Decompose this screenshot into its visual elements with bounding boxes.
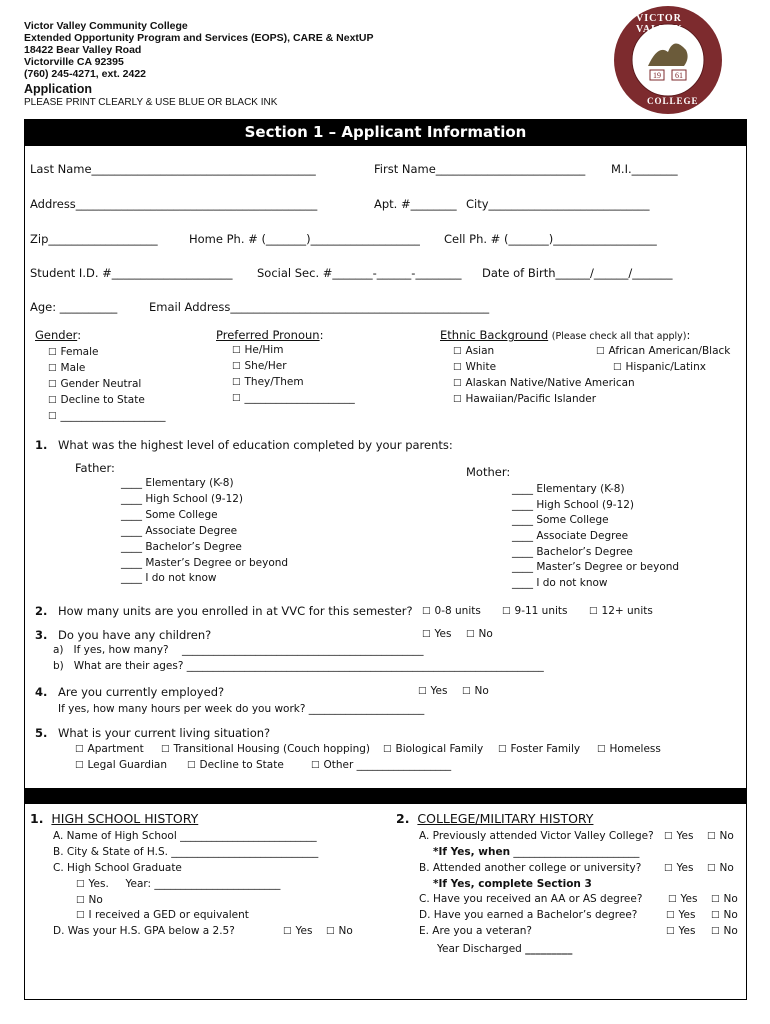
- gender-option-neutral[interactable]: □ Gender Neutral: [48, 378, 141, 390]
- mother-level-elementary[interactable]: ____ Elementary (K-8): [512, 483, 625, 495]
- living-biological-family[interactable]: □ Biological Family: [383, 743, 483, 755]
- veteran-yes[interactable]: □ Yes: [666, 925, 695, 937]
- ethnic-option-hispanic[interactable]: □ Hispanic/Latinx: [613, 361, 706, 373]
- section2-header-bar: [24, 788, 747, 804]
- children-yes[interactable]: □ Yes: [422, 628, 451, 640]
- college-aa-question: C. Have you received an AA or AS degree?: [419, 893, 643, 905]
- college-other-no[interactable]: □ No: [707, 862, 734, 874]
- living-decline[interactable]: □ Decline to State: [187, 759, 284, 771]
- mother-level-high-school[interactable]: ____ High School (9-12): [512, 499, 635, 511]
- pronoun-label: Preferred Pronoun:: [216, 328, 324, 342]
- father-level-elementary[interactable]: ____ Elementary (K-8): [121, 477, 234, 489]
- phone-number: (760) 245-4271, ext. 2422: [24, 68, 147, 80]
- father-level-bachelor[interactable]: ____ Bachelor’s Degree: [121, 541, 242, 553]
- hs-gpa-no[interactable]: □ No: [326, 925, 353, 937]
- frame-bottom-border: [24, 999, 747, 1000]
- college-seal-logo: [614, 6, 722, 114]
- home-phone-field[interactable]: Home Ph. # (_______)___________________: [189, 232, 420, 246]
- hs-ged[interactable]: □ I received a GED or equivalent: [76, 909, 249, 921]
- q2-text: How many units are you enrolled in at VVC for this semester?: [58, 604, 413, 618]
- college-other-yes[interactable]: □ Yes: [664, 862, 693, 874]
- college-bachelor-no[interactable]: □ No: [711, 909, 738, 921]
- mother-level-associate[interactable]: ____ Associate Degree: [512, 530, 629, 542]
- gender-option-male[interactable]: □ Male: [48, 362, 85, 374]
- units-option-0-8[interactable]: □ 0-8 units: [422, 605, 481, 617]
- veteran-question: E. Are you a veteran?: [419, 925, 533, 937]
- pronoun-option-he[interactable]: □ He/Him: [232, 344, 283, 356]
- pronoun-option-other[interactable]: □ _____________________: [232, 392, 355, 404]
- father-label: Father:: [75, 461, 115, 475]
- gender-option-other[interactable]: □ ____________________: [48, 410, 166, 422]
- college-other-note: *If Yes, complete Section 3: [433, 878, 592, 890]
- ssn-field[interactable]: Social Sec. #_______-______-________: [257, 266, 462, 280]
- father-level-master[interactable]: ____ Master’s Degree or beyond: [121, 557, 289, 569]
- last-name-field[interactable]: Last Name_______________________________________: [30, 162, 316, 176]
- ethnic-option-alaskan[interactable]: □ Alaskan Native/Native American: [453, 377, 635, 389]
- living-other[interactable]: □ Other __________________: [311, 759, 451, 771]
- employed-no[interactable]: □ No: [462, 685, 489, 697]
- hs-history-heading: 1. HIGH SCHOOL HISTORY: [30, 811, 199, 826]
- pronoun-option-she[interactable]: □ She/Her: [232, 360, 287, 372]
- program-name: Extended Opportunity Program and Services (EOPS), CARE & NextUP: [24, 32, 374, 44]
- hs-graduate-no[interactable]: □ No: [76, 894, 103, 906]
- q1-text: What was the highest level of education completed by your parents:: [58, 438, 453, 452]
- first-name-field[interactable]: First Name__________________________: [374, 162, 586, 176]
- hs-gpa-yes[interactable]: □ Yes: [283, 925, 312, 937]
- ethnic-option-african-american[interactable]: □ African American/Black: [596, 345, 730, 357]
- section1-header-bar: [24, 119, 747, 146]
- pronoun-option-they[interactable]: □ They/Them: [232, 376, 304, 388]
- seal-year-right: 61: [675, 71, 683, 80]
- apt-field[interactable]: Apt. #________: [374, 197, 457, 211]
- age-field[interactable]: Age: __________: [30, 300, 118, 314]
- instructions: PLEASE PRINT CLEARLY & USE BLUE OR BLACK INK: [24, 97, 278, 108]
- children-count-field[interactable]: a) If yes, how many? ______________________________________________: [53, 644, 424, 656]
- college-history-heading: 2. COLLEGE/MILITARY HISTORY: [396, 811, 594, 826]
- q4-number: 4.: [35, 685, 48, 699]
- college-aa-yes[interactable]: □ Yes: [668, 893, 697, 905]
- father-level-some-college[interactable]: ____ Some College: [121, 509, 218, 521]
- hs-graduate-yes[interactable]: □ Yes. Year: ________________________: [76, 878, 280, 890]
- ethnic-option-white[interactable]: □ White: [453, 361, 496, 373]
- mother-level-master[interactable]: ____ Master’s Degree or beyond: [512, 561, 680, 573]
- dob-field[interactable]: Date of Birth______/______/_______: [482, 266, 673, 280]
- q5-number: 5.: [35, 726, 48, 740]
- father-level-associate[interactable]: ____ Associate Degree: [121, 525, 238, 537]
- city-field[interactable]: City____________________________: [466, 197, 650, 211]
- living-apartment[interactable]: □ Apartment: [75, 743, 144, 755]
- ethnic-label: Ethnic Background (Please check all that apply):: [440, 328, 691, 342]
- children-no[interactable]: □ No: [466, 628, 493, 640]
- gender-option-female[interactable]: □ Female: [48, 346, 98, 358]
- hs-city-state-field[interactable]: B. City & State of H.S. ____________________________: [53, 846, 319, 858]
- college-name: Victor Valley Community College: [24, 20, 188, 32]
- hs-graduate-label: C. High School Graduate: [53, 862, 182, 874]
- q5-text: What is your current living situation?: [58, 726, 271, 740]
- father-level-high-school[interactable]: ____ High School (9-12): [121, 493, 244, 505]
- college-vvc-question: A. Previously attended Victor Valley College?: [419, 830, 654, 842]
- college-bachelor-yes[interactable]: □ Yes: [666, 909, 695, 921]
- q1-number: 1.: [35, 438, 48, 452]
- living-legal-guardian[interactable]: □ Legal Guardian: [75, 759, 167, 771]
- email-field[interactable]: Email Address_____________________________________________: [149, 300, 490, 314]
- living-foster-family[interactable]: □ Foster Family: [498, 743, 580, 755]
- units-option-9-11[interactable]: □ 9-11 units: [502, 605, 568, 617]
- mother-level-some-college[interactable]: ____ Some College: [512, 514, 609, 526]
- street-address: 18422 Bear Valley Road: [24, 44, 142, 56]
- living-homeless[interactable]: □ Homeless: [597, 743, 661, 755]
- ethnic-option-hawaiian[interactable]: □ Hawaiian/Pacific Islander: [453, 393, 596, 405]
- veteran-no[interactable]: □ No: [711, 925, 738, 937]
- mother-level-unknown[interactable]: ____ I do not know: [512, 577, 608, 589]
- children-ages-field[interactable]: b) What are their ages? ____________________________________________________________________: [53, 660, 544, 672]
- work-hours-field[interactable]: If yes, how many hours per week do you work? ______________________: [58, 703, 425, 715]
- seal-bottom-text: COLLEGE: [647, 96, 699, 106]
- seal-top-text: VICTOR VALLEY: [636, 13, 683, 35]
- college-aa-no[interactable]: □ No: [711, 893, 738, 905]
- mother-level-bachelor[interactable]: ____ Bachelor’s Degree: [512, 546, 633, 558]
- college-vvc-yes[interactable]: □ Yes: [664, 830, 693, 842]
- cell-phone-field[interactable]: Cell Ph. # (_______)__________________: [444, 232, 657, 246]
- student-id-field[interactable]: Student I.D. #_____________________: [30, 266, 233, 280]
- gender-option-decline[interactable]: □ Decline to State: [48, 394, 145, 406]
- college-bachelor-question: D. Have you earned a Bachelor’s degree?: [419, 909, 638, 921]
- living-transitional[interactable]: □ Transitional Housing (Couch hopping): [161, 743, 370, 755]
- seal-year-left: 19: [653, 71, 661, 80]
- q2-number: 2.: [35, 604, 48, 618]
- hs-name-field[interactable]: A. Name of High School __________________________: [53, 830, 317, 842]
- college-vvc-when[interactable]: *If Yes, when ________________________: [433, 846, 640, 858]
- college-vvc-no[interactable]: □ No: [707, 830, 734, 842]
- frame-right-border: [746, 146, 747, 1000]
- ethnic-option-asian[interactable]: □ Asian: [453, 345, 494, 357]
- address-field[interactable]: Address__________________________________________: [30, 197, 318, 211]
- father-level-unknown[interactable]: ____ I do not know: [121, 572, 217, 584]
- q4-text: Are you currently employed?: [58, 685, 225, 699]
- year-discharged-field[interactable]: Year Discharged _________: [437, 943, 573, 955]
- employed-yes[interactable]: □ Yes: [418, 685, 447, 697]
- zip-field[interactable]: Zip___________________: [30, 232, 158, 246]
- gender-label: Gender:: [35, 328, 82, 342]
- units-option-12-plus[interactable]: □ 12+ units: [589, 605, 653, 617]
- hs-gpa-question: D. Was your H.S. GPA below a 2.5?: [53, 925, 235, 937]
- middle-initial-field[interactable]: M.I.________: [611, 162, 678, 176]
- q3-number: 3.: [35, 628, 48, 642]
- document-title: Application: [24, 82, 93, 96]
- section1-title: Section 1 – Applicant Information: [244, 123, 527, 141]
- college-other-question: B. Attended another college or university?: [419, 862, 642, 874]
- mother-label: Mother:: [466, 465, 511, 479]
- q3-text: Do you have any children?: [58, 628, 212, 642]
- frame-left-border: [24, 146, 25, 1000]
- city-address: Victorville CA 92395: [24, 56, 124, 68]
